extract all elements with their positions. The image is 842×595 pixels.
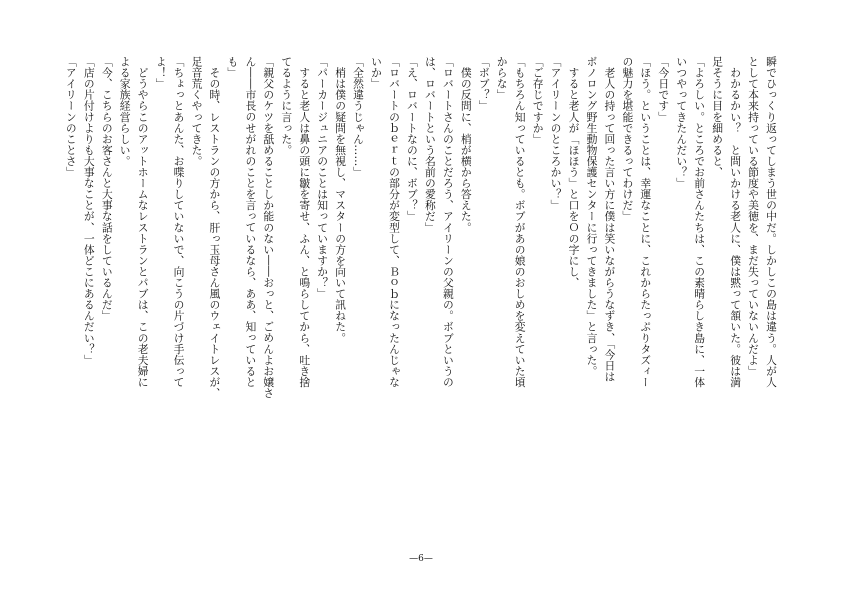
- text-line: 「全然違うじゃん……」: [352, 56, 366, 178]
- text-line: として本来持っている節度や美徳を、まだ失っていないんだよ」: [747, 56, 761, 377]
- text-line: 「パーカージュニアのことは知っていますか？」: [316, 56, 330, 300]
- text-line: 「もちろん知っているとも。ボブがあの娘のおしめを変えていた頃: [513, 56, 527, 388]
- text-line: 「ボブ？」: [477, 56, 491, 112]
- text-line: 「今日です」: [657, 56, 671, 123]
- text-line: いつやってきたんだい？」: [675, 56, 689, 189]
- text-line: 「よろしい。ところでお前さんたちは、この素晴らしき島に、一体: [693, 56, 707, 388]
- text-line: 「アイリーンのことさ」: [64, 56, 78, 178]
- text-line: その時、レストランの方から、肝っ玉母さん風のウェイトレスが、: [208, 56, 222, 399]
- text-line: 老人の持って回った言い方に僕は笑いながらうなずき、「今日は: [603, 56, 617, 383]
- text-line: 足音荒くやってきた。: [190, 56, 204, 167]
- text-line: 足そうに目を細めると、: [711, 56, 725, 178]
- text-line: 「え、ロバートなのに、ボブ？」: [405, 56, 419, 222]
- text-line: 僕の反問に、梢が横から答えた。: [459, 56, 473, 233]
- text-line: ボノロング野生動物保護センターに行ってきました」と言った。: [585, 56, 599, 377]
- page-number: —6—: [409, 554, 433, 564]
- text-line: どうやらこのアットホームなレストランとパブは、この老夫婦に: [136, 56, 150, 388]
- text-line: いか」: [370, 56, 384, 90]
- text-line: すると老人は鼻の頭に皺を寄せ、ふん、と鳴らしてから、吐き捨: [298, 56, 312, 388]
- text-line: てるように言った。: [280, 56, 294, 156]
- text-line: 「ロバートのｂｅｒｔの部分が変型して、Ｂｏｂになったんじゃな: [387, 56, 401, 388]
- text-line: 「ほう。ということは、幸運なことに、これからたっぷりタズィー: [639, 56, 653, 388]
- text-line: からな」: [495, 56, 509, 101]
- text-line: は、ロバートという名前の愛称だ」: [423, 56, 437, 233]
- text-line: 「ご存じですか」: [531, 56, 545, 145]
- text-line: よ！」: [154, 56, 168, 90]
- text-line: 「アイリーンのところかい？」: [549, 56, 563, 211]
- text-line: 「ちょっとあんた、お喋りしていないで、向こうの片づけ手伝って: [172, 56, 186, 388]
- text-line: 「ロバートさんのことだろう、アイリーンの父親の。ボブというの: [441, 56, 455, 388]
- text-line: ん――市長のせがれのことを言っているなら、ああ、知っていると: [244, 56, 258, 388]
- text-line: 瞬でひっくり返ってしまう世の中だ。しかしこの島は違う。人が人: [765, 56, 778, 388]
- text-line: すると老人が「ほほう」と口をＯの字にし、: [567, 56, 581, 289]
- vertical-body-text: [62, 56, 780, 546]
- text-line: よる家族経営らしい。: [118, 56, 132, 167]
- text-line: の魅力を堪能できるってわけだ」: [621, 56, 635, 222]
- text-line: 梢は僕の疑問を無視し、マスターの方を向いて訊ねた。: [334, 56, 348, 344]
- text-line: 「店の片付けよりも大事なことが、一体どこにあるんだい？」: [82, 56, 96, 366]
- text-line: わかるかい？ と問いかける老人に、僕は黙って頷いた。彼は満: [729, 56, 743, 388]
- text-line: も」: [226, 56, 240, 79]
- text-line: 「今、こちらのお客さんと大事な話をしているんだ」: [100, 56, 114, 322]
- text-line: 「親父のケツを舐めることしか能のない――おっと、ごめんよお嬢さ: [262, 56, 276, 399]
